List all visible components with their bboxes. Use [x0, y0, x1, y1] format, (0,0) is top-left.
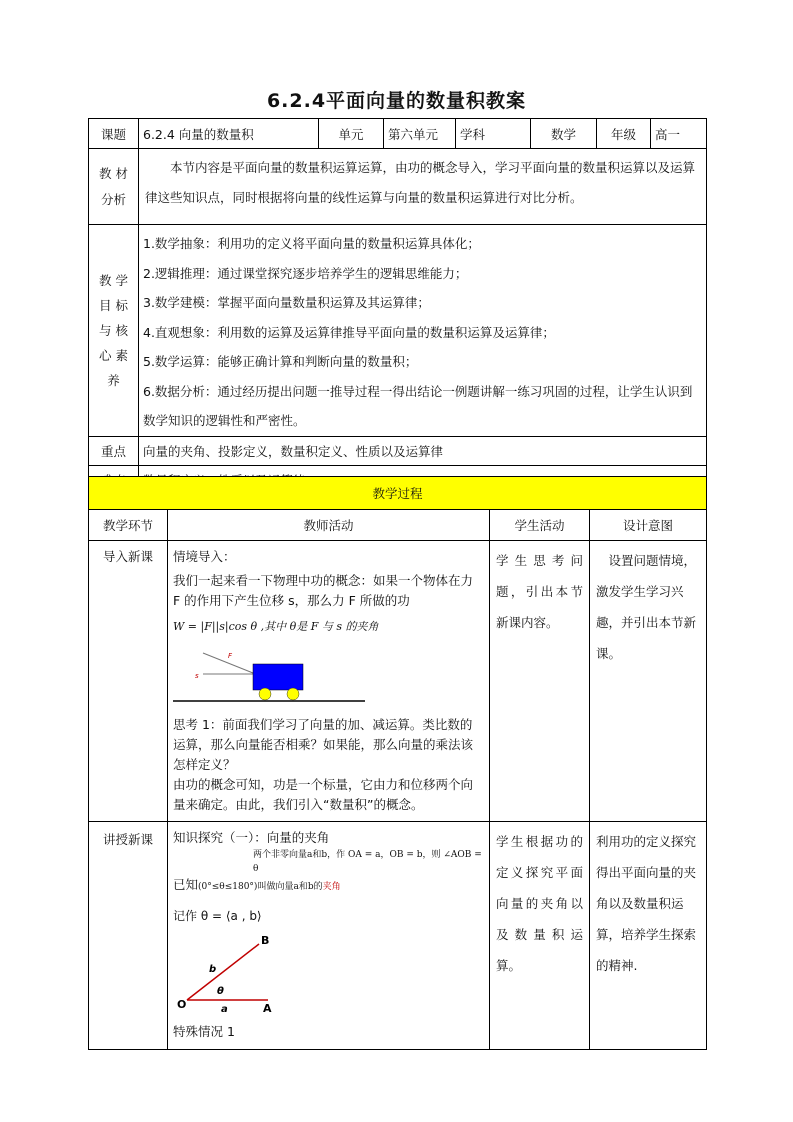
angle-range: (0°≤θ≤180°) [198, 882, 258, 892]
intro-paragraph-3: 由功的概念可知，功是一个标量，它由力和位移两个向量来确定。由此，我们引入“数量积”的概念。 [173, 777, 474, 812]
unit-label: 单元 [319, 119, 384, 149]
goal-item: 6.数据分析：通过经历提出问题一推导过程一得出结论一例题讲解一练习巩固的过程，让学生认识到数学知识的逻辑性和严密性。 [143, 383, 693, 428]
cart-wheel [259, 688, 271, 700]
document-title: 6.2.4平面向量的数量积教案 [266, 90, 527, 112]
intro-lead: 情境导入： [173, 549, 236, 564]
col-teacher: 教师活动 [168, 510, 490, 541]
design-intent-intro: 设置问题情境，激发学生学习兴趣，并引出本节新课。 [590, 541, 707, 822]
process-header: 教学过程 [89, 477, 707, 510]
stage-intro: 导入新课 [89, 541, 168, 822]
cart-wheel [287, 688, 299, 700]
teacher-activity-lecture [168, 822, 490, 1050]
angle-notation: 记作 θ = ⟨a , b⟩ [173, 909, 262, 923]
angle-definition-small: 两个非零向量a和b，作 OA = a，OB = b，则 ∠AOB = θ [253, 850, 482, 874]
lesson-info-table [88, 118, 707, 496]
subject-value: 数学 [531, 119, 597, 149]
col-intent: 设计意图 [590, 510, 707, 541]
angle-theta-label: θ [217, 986, 224, 997]
angle-given-prefix: 已知 [173, 877, 199, 892]
point-a-label: A [263, 1002, 272, 1014]
subject-label: 学科 [456, 119, 531, 149]
unit-value: 第六单元 [384, 119, 456, 149]
key-points-label: 重点 [89, 436, 139, 465]
angle-term: 夹角 [322, 882, 341, 892]
goal-item: 3.数学建模：掌握平面向量数量积运算及其运算律； [143, 295, 430, 310]
special-case: 特殊情况 1 [173, 1024, 235, 1039]
intro-paragraph-1: 我们一起来看一下物理中功的概念：如果一个物体在力 F 的作用下产生位移 s，那么力 F 所做的功 [173, 573, 474, 608]
design-intent-lecture: 利用功的定义探究得出平面向量的夹角以及数量积运算，培养学生探索的精神. [590, 822, 707, 1050]
teaching-process-table [88, 476, 707, 1050]
topic-value: 6.2.4 向量的数量积 [139, 119, 319, 149]
goals-label: 教 学 目 标 与 核 心 素 养 [89, 225, 139, 437]
stage-lecture: 讲授新课 [89, 822, 168, 1050]
goal-item: 5.数学运算：能够正确计算和判断向量的数量积； [143, 354, 418, 369]
intro-paragraph-2: 思考 1：前面我们学习了向量的加、减运算。类比数的运算，那么向量能否相乘？如果能，那么向量的乘法该怎样定义？ [173, 717, 474, 772]
analysis-text: 本节内容是平面向量的数量积运算运算，由功的概念导入，学习平面向量的数量积运算以及运算律这些知识点，同时根据将向量的线性运算与向量的数量积运算进行对比分析。 [139, 149, 707, 225]
point-b-label: B [261, 934, 270, 947]
angle-figure [173, 930, 283, 1014]
student-activity-intro: 学生思考问题，引出本节新课内容。 [490, 541, 590, 822]
work-formula: W = |F||s|cos θ ,其中 θ是 F 与 s 的夹角 [173, 620, 379, 633]
topic-label: 课题 [89, 119, 139, 149]
angle-definition-rest: 叫做向量a和b的 [257, 882, 323, 892]
goal-item: 1.数学抽象：利用功的定义将平面向量的数量积运算具体化； [143, 236, 480, 251]
cart-body [253, 664, 303, 690]
teacher-activity-intro [168, 541, 490, 822]
displacement-label: s [195, 672, 199, 680]
cart-figure [173, 645, 373, 707]
lecture-lead: 知识探究（一）：向量的夹角 [173, 830, 330, 845]
goal-item: 2.逻辑推理：通过课堂探究逐步培养学生的逻辑思维能力； [143, 265, 468, 281]
goal-item: 4.直观想象：利用数的运算及运算律推导平面向量的数量积运算及运算律； [143, 324, 555, 340]
col-student: 学生活动 [490, 510, 590, 541]
vector-a-label: a [221, 1004, 228, 1014]
analysis-label: 教 材 分析 [89, 149, 139, 225]
grade-label: 年级 [597, 119, 651, 149]
point-o-label: O [177, 998, 187, 1011]
vector-b-label: b [209, 964, 217, 975]
col-stage: 教学环节 [89, 510, 168, 541]
student-activity-lecture: 学生根据功的定义探究平面向量的夹角以及数量积运算。 [490, 822, 590, 1050]
key-points-text: 向量的夹角、投影定义，数量积定义、性质以及运算律 [139, 436, 707, 465]
grade-value: 高一 [651, 119, 707, 149]
goals-list [139, 225, 707, 437]
force-label: F [228, 652, 233, 660]
